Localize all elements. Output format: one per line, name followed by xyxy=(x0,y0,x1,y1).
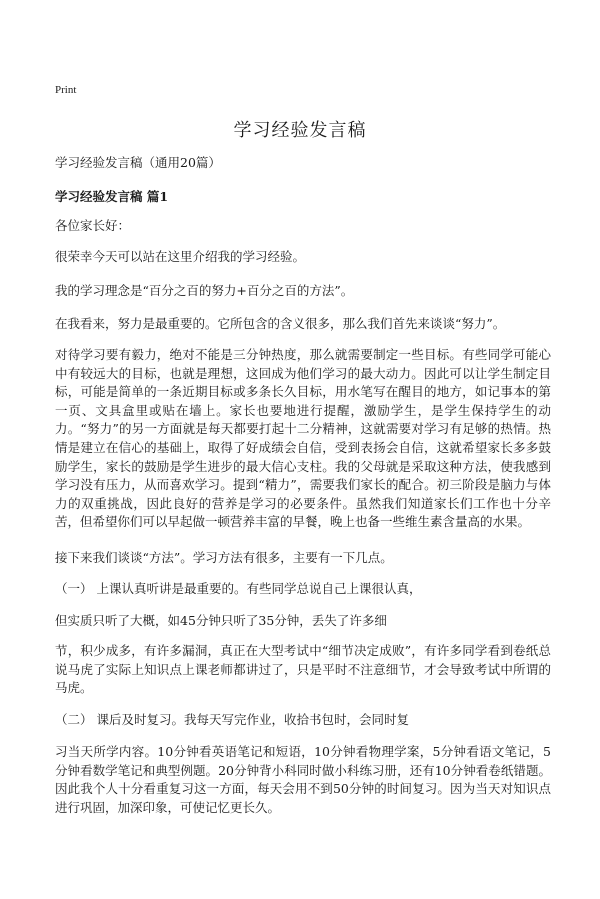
paragraph-intro: 很荣幸今天可以站在这里介绍我的学习经验。 xyxy=(55,249,306,264)
paragraph-method-one-b: 但实质只听了大概，如45分钟只听了35分钟，丢失了许多细 xyxy=(55,613,387,628)
paragraph-method-two-a: （二） 课后及时复习。我每天写完作业，收拾书包时，会同时复 xyxy=(55,712,409,727)
section-heading: 学习经验发言稿 篇1 xyxy=(55,189,169,204)
paragraph-philosophy: 我的学习理念是“百分之百的努力+百分之百的方法”。 xyxy=(55,283,354,298)
paragraph-methods-intro: 接下来我们谈谈“方法”。学习方法有很多，主要有一下几点。 xyxy=(55,550,393,565)
document-subtitle: 学习经验发言稿（通用20篇） xyxy=(55,155,221,170)
paragraph-method-one-c: 节，积少成多，有许多漏洞，真正在大型考试中“细节决定成败”，有许多同学看到卷纸总说马虎了实际上知识点上课老师都讲过了，只是平时不注意细节，才会导致考试中所谓的马虎。 xyxy=(55,643,551,696)
paragraph-method-two-b: 习当天所学内容。10分钟看英语笔记和短语，10分钟看物理学案，5分钟看语文笔记，5分钟看数学笔记和典型例题。20分钟背小科同时做小科练习册，还有10分钟看卷纸错题。因此我个人十分看重复习这一方面，每天会用不到50分钟的时间复习。因为当天对知识点进行巩固，加深印象，可使记忆更长久。 xyxy=(55,744,551,815)
paragraph-effort-intro: 在我看来，努力是最重要的。它所包含的含义很多，那么我们首先来谈谈“努力”。 xyxy=(55,316,506,331)
paragraph-effort-body: 对待学习要有毅力，绝对不能是三分钟热度，那么就需要制定一些目标。有些同学可能心中有较远大的目标，也就是理想，这回成为他们学习的最大动力。因此可以让学生制定目标，可能是简单的一条近期目标或多条长久目标，用水笔写在醒目的地方，如记事本的第一页、文具盒里或贴在墙上。家长也要地进行提醒，激励学生，是学生保持学生的动力。“努力”的另一方面就是每天都要打起十二分精神，这就需要对学习有足够的热情。热情是建立在信心的基础上，取得了好成绩会自信，受到表扬会自信，这就希望家长多多鼓励学生，家长的鼓励是学生进步的最大信心支柱。我的父母就是采取这种方法，使我感到学习没有压力，从而喜欢学习。提到“精力”，需要我们家长的配合。初三阶段是脑力与体力的双重挑战，因此良好的营养是学习的必要条件。虽然我们知道家长们工作也十分辛苦，但希望你们可以早起做一顿营养丰富的早餐，晚上也备一些维生素含量高的水果。 xyxy=(55,347,551,530)
document-title: 学习经验发言稿 xyxy=(233,120,367,141)
paragraph-greeting: 各位家长好： xyxy=(55,218,131,233)
paragraph-method-one-a: （一） 上课认真听讲是最重要的。有些同学总说自己上课很认真， xyxy=(55,581,422,596)
print-link[interactable]: Print xyxy=(55,84,77,96)
